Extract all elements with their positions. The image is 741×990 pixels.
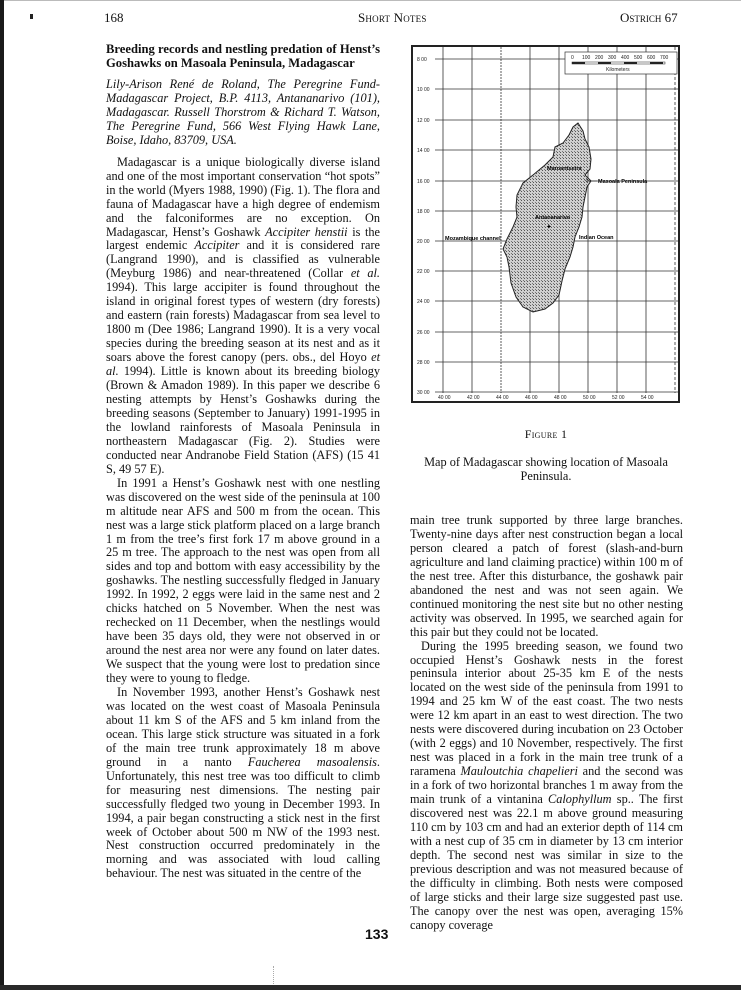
scan-speck (30, 14, 33, 19)
masoala-marker-icon: ✧ (584, 177, 590, 185)
svg-text:200: 200 (595, 55, 604, 61)
svg-text:40 00: 40 00 (438, 395, 451, 401)
svg-text:54 00: 54 00 (641, 395, 654, 401)
figure-caption: Map of Madagascar showing location of Masoala Peninsula. (424, 455, 668, 483)
right-column (410, 514, 683, 933)
svg-text:42 00: 42 00 (467, 395, 480, 401)
capital-marker-icon: ✦ (546, 223, 552, 231)
svg-text:28 00: 28 00 (417, 360, 430, 366)
paragraph-1991-nest: In 1991 a Henst’s Goshawk nest with one nestling was discovered on the west side of the peninsula at 100 m altitude near AFS and 500 m from the ocean. This nest was a large stick platform placed on a large branch 1 m from the tree’s first fork 17 m above ground in a 25 m tree. The approach to the nest was open from all sides and top and bottom with easy accessibility by the goshawks. The nestling successfully fledged in January 1992. In 1992, 2 eggs were laid in the same nest and 2 chicks hatched on 5 November. When the nest was rechecked on 11 December, when the nestlings would have been 35 days old, they were not observed in or around the nest area nor were any found on later dates. We suspect that the young were lost to predation since they were to young to fledge. (106, 475, 380, 686)
latitude-labels (417, 57, 430, 396)
running-header (0, 10, 741, 30)
svg-text:18 00: 18 00 (417, 209, 430, 215)
journal-name: Ostrich 67 (620, 10, 678, 25)
madagascar-map (413, 47, 678, 401)
svg-text:22 00: 22 00 (417, 269, 430, 275)
figure-label: Figure 1 (524, 427, 568, 441)
svg-text:50 00: 50 00 (583, 395, 596, 401)
article-title: Breeding records and nestling predation of Henst’s Goshawks on Masoala Peninsula, Madagascar (106, 42, 380, 70)
paragraph-intro: Madagascar is a unique biologically diverse island and one of the most important conservation “hot spots” in the world (Myers 1988, 1990) (Fig. 1). The flora and fauna of Madagascar have a high degree of endemism and the falconiformes are no exception. On Madagascar, Henst’s Goshawk Accipiter henstii is the largest endemic Accipiter and it is considered rare (Langrand 1990), and is classified as vulnerable (Meyburg 1986) and near-threatened (Collar et al. 1994). This large accipiter is found throughout the island in original forest types of western (dry forests) and eastern (rain forests) Madagascar from sea level to 1800 m (Dee 1986; Langrand 1990). It is a very vocal species during the breeding season at its nest and as it soars above the forest canopy (pers. obs., del Hoyo et al. 1994). Little is known about its breeding biology (Brown & Amadon 1989). In this paper we describe 6 nesting attempts by Henst’s Goshawks during the breeding seasons (September to January) 1991-1995 in the lowland rainforests of Masoala Peninsula in northeastern Madagascar (Fig. 2). Studies were conducted near Andranobe Field Station (AFS) (15 41 S, 49 57 E). (106, 154, 381, 476)
svg-text:400: 400 (621, 55, 630, 61)
scale-bar (565, 52, 677, 74)
svg-text:12 00: 12 00 (417, 118, 430, 124)
svg-text:16 00: 16 00 (417, 179, 430, 185)
label-maroantsetra: Maroantsetra (547, 166, 582, 172)
svg-text:52 00: 52 00 (612, 395, 625, 401)
svg-text:48 00: 48 00 (554, 395, 567, 401)
svg-text:30 00: 30 00 (417, 390, 430, 396)
label-antananarivo: Antananarivo (535, 215, 571, 221)
section-title: Short Notes (358, 10, 427, 25)
svg-text:Kilometers: Kilometers (606, 67, 630, 73)
figure-1-map (411, 45, 680, 403)
svg-text:24 00: 24 00 (417, 299, 430, 305)
svg-text:100: 100 (582, 55, 591, 61)
scan-edge-top (0, 0, 741, 1)
svg-text:26 00: 26 00 (417, 330, 430, 336)
gutter-mark (273, 966, 275, 984)
svg-text:700: 700 (660, 55, 669, 61)
left-column (106, 42, 380, 881)
svg-text:14 00: 14 00 (417, 148, 430, 154)
paragraph-1995-nests: During the 1995 breeding season, we found two occupied Henst’s Goshawk nests in the forest peninsula interior about 25-35 km E of the nests located on the west side of the peninsula from 1991 to 1994 and 25 km W of the east coast. The two nests were 12 km apart in an east to west direction. The two nests were discovered during incubation on 23 October (with 2 eggs) and 10 November, respectively. The first nest was placed in a fork in the main tree trunk of a raramena Mauloutchia chapelieri and the second was in a fork of two horizontal branches 1 m away from the main trunk of a vintanina Calophyllum sp.. The first discovered nest was 22.1 m above ground measuring 110 cm by 103 cm and had an exterior depth of 114 cm with a nest cup of 35 cm in diameter by 13 cm interior depth. The second nest was similar in size to the previous description and was not measured because of the difficulty in climbing. Both nests were composed of large sticks and their large size suggested past use. The canopy over the nest was open, averaging 15% canopy coverage (410, 638, 683, 932)
scan-edge-bottom (0, 985, 741, 990)
svg-text:44 00: 44 00 (496, 395, 509, 401)
svg-text:300: 300 (608, 55, 617, 61)
svg-text:8 00: 8 00 (417, 57, 427, 63)
svg-text:0: 0 (571, 55, 574, 61)
archive-stamp-number: 133 (365, 926, 389, 942)
svg-text:500: 500 (634, 55, 643, 61)
label-masoala-peninsula: Masoala Peninsula (598, 179, 648, 185)
svg-text:46 00: 46 00 (525, 395, 538, 401)
paragraph-1994-nest-continued: main tree trunk supported by three large branches. Twenty-nine days after nest construction began a local person cleared a patch of forest (slash-and-burn agriculture and land claiming practice) within 100 m of the nest tree. After this disturbance, the goshawk pair abandoned the nest and was not seen again. We continued monitoring the nest site but no other nesting activity was observed. In 1995, we searched again for this pair but they could not be located. (410, 513, 683, 639)
label-indian-ocean: Indian Ocean (579, 235, 614, 241)
page-number: 168 (104, 10, 124, 25)
longitude-labels (438, 395, 654, 401)
paragraph-1993-nest: In November 1993, another Henst’s Goshawk nest was located on the west coast of Masoala Peninsula about 11 km S of the AFS and 5 km inland from the ocean. This large stick structure was situated in a fork of the main tree trunk approximately 18 m above ground in a nanto Faucherea masoalensis. Unfortunately, this nest tree was too difficult to climb for measuring nest dimensions. The nesting pair successfully fledged two young in December 1993. In 1994, a pair began constructing a stick nest in the first week of October about 500 m NW of the 1993 nest. Nest construction occurred predominately in the morning and was associated with loud calling behaviour. The nest was situated in the centre of the (106, 684, 380, 881)
article-authors: Lily-Arison René de Roland, The Peregrine Fund-Madagascar Project, B.P. 4113, Antananarivo (101), Madagascar. Russell Thorstrom & Richard T. Watson, The Peregrine Fund, 566 West Flying Hawk Lane, Boise, Idaho, 83709, USA. (106, 77, 380, 147)
svg-text:600: 600 (647, 55, 656, 61)
label-mozambique-channel: Mozambique channel (445, 236, 501, 242)
svg-text:10 00: 10 00 (417, 87, 430, 93)
svg-text:20 00: 20 00 (417, 239, 430, 245)
scan-edge-left (0, 0, 4, 990)
